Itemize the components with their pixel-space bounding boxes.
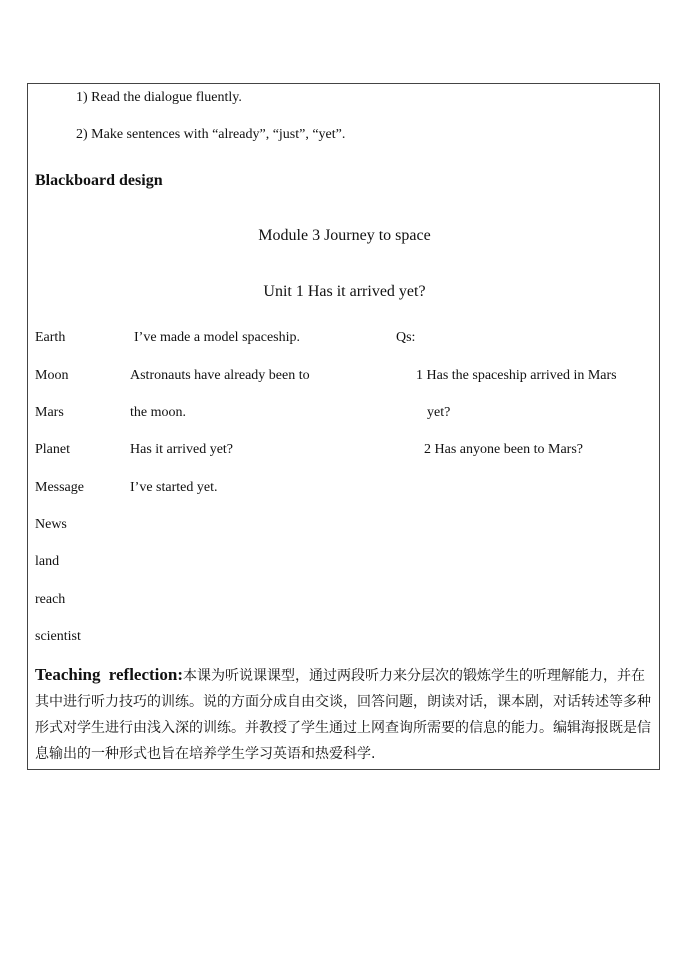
task-item-1: 1) Read the dialogue fluently. — [76, 90, 242, 105]
word-item: Earth — [35, 330, 66, 345]
blackboard-heading: Blackboard design — [35, 172, 163, 189]
sentence-item: I’ve started yet. — [130, 480, 218, 495]
word-item: News — [35, 517, 67, 532]
questions-label: Qs: — [396, 330, 416, 345]
unit-title: Unit 1 Has it arrived yet? — [263, 283, 426, 300]
question-2: 2 Has anyone been to Mars? — [424, 442, 584, 457]
word-item: land — [35, 554, 60, 569]
sentence-item: the moon. — [130, 405, 186, 420]
sentence-item: I’ve made a model spaceship. — [134, 330, 300, 345]
word-item: Moon — [35, 368, 69, 383]
reflection-text: 本课为听说课课型，通过两段听力来分层次的锻炼学生的听理解能力，并在其中进行听力技巧的训练。说的方面分成自由交谈，回答问题，朗读对话，课本剧，对话转述等多种形式对学生进行由浅入深的训练。并教授了学生通过上网查询所需要的信息的能力。编辑海报既是信息输出的一种形式也旨在培养学生学习英语和热爱科学. — [35, 668, 651, 762]
word-item: Planet — [35, 442, 70, 457]
word-item: scientist — [35, 629, 81, 644]
word-item: Message — [35, 480, 84, 495]
sentence-item: Astronauts have already been to — [130, 368, 310, 383]
question-1: 1 Has the spaceship arrived in Mars — [416, 368, 617, 383]
reflection-label: Teaching reflection: — [35, 665, 184, 684]
word-item: Mars — [35, 405, 64, 420]
teaching-reflection — [35, 662, 655, 767]
lesson-plan-table — [27, 83, 660, 770]
sentence-item: Has it arrived yet? — [130, 442, 234, 457]
word-item: reach — [35, 592, 66, 607]
task-item-2: 2) Make sentences with “already”, “just”, “yet”. — [76, 127, 346, 142]
module-title: Module 3 Journey to space — [258, 227, 431, 244]
question-1-continued: yet? — [427, 405, 451, 420]
